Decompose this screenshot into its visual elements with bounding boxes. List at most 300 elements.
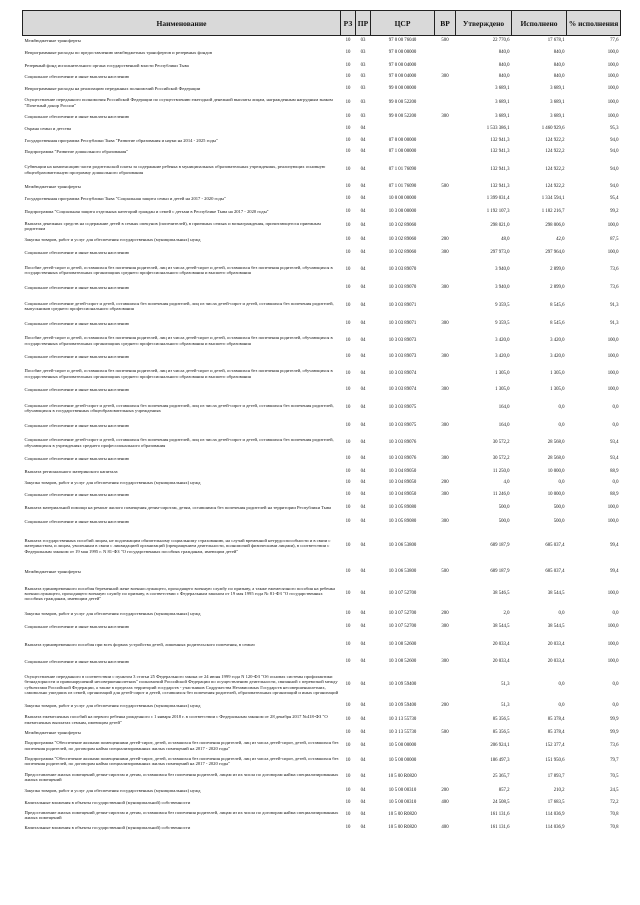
cell-vr	[435, 84, 456, 95]
cell-executed: 0,0	[558, 611, 565, 617]
cell-name: Социальное обеспечение и иные выплаты населению	[24, 456, 130, 462]
cell-name: Социальное обеспечение и иные выплаты населению	[24, 249, 130, 255]
cell-executed: 685 037,4	[545, 543, 565, 549]
cell-csr: 99 0 00 00000	[388, 86, 417, 92]
cell-percent: 100,0	[607, 370, 619, 376]
cell-pr: 04	[360, 742, 366, 748]
cell-executed: 124 922,2	[545, 184, 565, 190]
cell-approved: 3 689,1	[495, 113, 510, 119]
cell-vr	[435, 95, 456, 111]
cell-executed: 2 899,0	[550, 267, 565, 273]
cell-pr: 04	[360, 456, 366, 462]
cell-pr: 04	[360, 716, 366, 722]
cell-rz: 10	[345, 337, 351, 343]
cell-vr: 400	[441, 824, 449, 830]
cell-rz: 10	[345, 590, 351, 596]
cell-vr	[435, 770, 456, 785]
cell-executed: 0,0	[558, 405, 565, 411]
cell-csr: 10 3 04 89050	[388, 480, 417, 486]
cell-pr: 04	[360, 354, 366, 360]
cell-name: Охрана семьи и детства	[24, 125, 72, 131]
cell-percent: 100,0	[607, 223, 619, 229]
cell-vr: 300	[441, 624, 449, 630]
cell-executed: 124 922,2	[545, 149, 565, 155]
cell-rz: 10	[345, 624, 351, 630]
table-row	[23, 656, 621, 669]
cell-rz: 10	[345, 519, 351, 525]
cell-percent: 95,4	[610, 195, 619, 201]
cell-approved: 164,0	[498, 405, 510, 411]
cell-rz: 10	[345, 38, 351, 44]
cell-pr: 04	[360, 237, 366, 243]
cell-rz: 10	[345, 716, 351, 722]
cell-approved: 132 941,3	[490, 137, 510, 143]
cell-name: Капитальные вложения в объекты государственной (муниципальной) собственности	[24, 824, 191, 830]
cell-csr: 10 3 05 89080	[388, 519, 417, 525]
cell-percent: 0,0	[612, 611, 619, 617]
cell-rz: 10	[345, 99, 351, 105]
cell-approved: 30 572,2	[492, 456, 510, 462]
cell-name: Выплата регионального материнского капитала	[24, 468, 118, 474]
cell-name: Субвенции на компенсацию части родительской платы за содержание ребенка в муниципальных образовательных учреждениях, реализующих основную общеобразовательную программу дошкольного образования	[24, 164, 326, 175]
cell-executed: 1 334 594,1	[541, 195, 565, 201]
cell-csr: 10 3 08 52600	[388, 659, 417, 665]
cell-approved: 840,0	[498, 62, 510, 68]
cell-vr: 200	[441, 703, 449, 709]
cell-vr	[435, 158, 456, 182]
cell-name: Социальное обеспечение и иные выплаты населению	[24, 519, 130, 525]
cell-name: Осуществление переданного в соответствии с пунктом 3 статьи 25 Федерального закона от 24 июня 1999 года N 120-ФЗ "Об основах системы профилактики безнадзорности и правонарушений несовершеннолетних" полномочий Российской Федерации по осуществлению деятельности, связанной с перевозкой между субъектами Российской Федерации, а также в пределах территорий государств - участников Содружества Независимых Государств несовершеннолетних, самовольно ушедших из семей, организаций для детей-сирот и детей, оставшихся без попечения родителей, образовательных организаций и иных организаций	[24, 674, 339, 695]
cell-rz: 10	[345, 166, 351, 172]
cell-approved: 132 941,3	[490, 166, 510, 172]
cell-vr	[435, 219, 456, 234]
header-csr: ЦСР	[371, 11, 435, 36]
budget-table	[22, 10, 621, 834]
cell-approved: 3 940,0	[495, 267, 510, 273]
cell-csr: 10 3 04 89050	[388, 468, 417, 474]
cell-csr	[371, 123, 435, 135]
table-row	[23, 331, 621, 351]
cell-rz: 10	[345, 137, 351, 143]
cell-csr: 10 3 03 89076	[388, 439, 417, 445]
cell-vr: 200	[441, 480, 449, 486]
cell-pr: 04	[360, 758, 366, 764]
table-row	[23, 634, 621, 656]
cell-csr: 10 5 00 00310	[388, 799, 417, 805]
cell-csr: 10 5 00 00000	[388, 742, 417, 748]
cell-pr: 04	[360, 125, 366, 131]
cell-csr: 10 3 03 89074	[388, 387, 417, 393]
cell-rz: 10	[345, 480, 351, 486]
cell-approved: 1 192 107,3	[486, 208, 510, 214]
cell-approved: 132 941,3	[490, 184, 510, 190]
cell-approved: 186 497,3	[490, 758, 510, 764]
cell-approved: 3 689,1	[495, 86, 510, 92]
cell-executed: 0,0	[558, 423, 565, 429]
cell-rz: 10	[345, 439, 351, 445]
table-row	[23, 516, 621, 529]
table-row	[23, 282, 621, 295]
cell-csr: 99 0 00 52200	[388, 99, 417, 105]
cell-pr: 04	[360, 285, 366, 291]
cell-rz: 10	[345, 659, 351, 665]
cell-name: Социальное обеспечение детей-сирот и детей, оставшихся без попечения родителей, лиц из числа детей-сирот и детей, оставшихся без попечения родителей, обучающихся в государственных общеобразовательных учреждениях	[24, 402, 334, 413]
cell-rz: 10	[345, 681, 351, 687]
cell-rz: 10	[345, 468, 351, 474]
cell-pr: 03	[360, 86, 366, 92]
cell-executed: 0,0	[558, 681, 565, 687]
table-row	[23, 95, 621, 111]
cell-name: Подпрограмма "Развитие дошкольного образования"	[24, 149, 128, 155]
cell-rz: 10	[345, 267, 351, 273]
cell-pr: 04	[360, 624, 366, 630]
header-executed: Исполнено	[512, 11, 567, 36]
cell-vr: 300	[441, 285, 449, 291]
cell-approved: 1 305,0	[495, 370, 510, 376]
cell-approved: 24 508,5	[492, 799, 510, 805]
cell-pr: 04	[360, 137, 366, 143]
cell-percent: 100,0	[607, 354, 619, 360]
cell-approved: 9 359,5	[495, 303, 510, 309]
cell-pr: 04	[360, 303, 366, 309]
cell-percent: 87,5	[610, 237, 619, 243]
cell-name: Социальное обеспечение и иные выплаты населению	[24, 285, 130, 291]
cell-approved: 298 021,0	[490, 223, 510, 229]
cell-rz: 10	[345, 184, 351, 190]
cell-pr: 04	[360, 730, 366, 736]
cell-vr	[435, 259, 456, 282]
table-row	[23, 182, 621, 193]
cell-executed: 10 000,0	[547, 491, 565, 497]
table-row	[23, 608, 621, 621]
cell-rz: 10	[345, 812, 351, 818]
cell-rz: 10	[345, 505, 351, 511]
cell-rz: 10	[345, 742, 351, 748]
cell-name: Закупка товаров, работ и услуг для обеспечения государственных (муниципальных) нужд	[24, 611, 201, 617]
table-row	[23, 247, 621, 259]
table-row	[23, 384, 621, 397]
cell-pr: 04	[360, 439, 366, 445]
header-name: Наименование	[23, 11, 341, 36]
cell-name: Закупка товаров, работ и услуг для обеспечения государственных (муниципальных) нужд	[24, 480, 201, 486]
cell-executed: 38 544,5	[547, 624, 565, 630]
cell-approved: 161 131,6	[490, 824, 510, 830]
cell-pr: 04	[360, 321, 366, 327]
cell-vr: 500	[441, 730, 449, 736]
cell-executed: 1 460 929,6	[541, 125, 565, 131]
cell-csr: 10 3 03 89070	[388, 285, 417, 291]
cell-executed: 840,0	[553, 62, 565, 68]
cell-pr: 04	[360, 370, 366, 376]
cell-vr: 300	[441, 423, 449, 429]
cell-csr: 10 3 03 89075	[388, 423, 417, 429]
cell-pr: 04	[360, 468, 366, 474]
table-row	[23, 147, 621, 158]
cell-approved: 840,0	[498, 74, 510, 80]
cell-csr: 10 3 06 53800	[388, 568, 417, 574]
cell-percent: 88,9	[610, 468, 619, 474]
cell-csr: 99 0 00 52200	[388, 113, 417, 119]
table-row	[23, 489, 621, 501]
cell-approved: 48,0	[501, 237, 510, 243]
cell-percent: 72,2	[610, 799, 619, 805]
cell-vr: 300	[441, 354, 449, 360]
cell-percent: 99,4	[610, 543, 619, 549]
cell-percent: 73,6	[610, 742, 619, 748]
cell-percent: 100,0	[607, 50, 619, 56]
cell-name: Подпрограмма "Обеспечение жилыми помещениями детей-сирот, детей, оставшихся без попечения родителей, лиц из числа детей-сирот, детей, оставшихся без попечения родителей, по договорам найма специализированных жилых помещений на 2017 - 2020 годы"	[24, 755, 339, 766]
cell-csr: 10 3 03 89071	[388, 321, 417, 327]
cell-name: Межбюджетные трансферты	[24, 184, 81, 190]
table-row	[23, 712, 621, 728]
cell-csr: 10 3 04 89050	[388, 491, 417, 497]
cell-name: Пособие детей-сирот и детей, оставшихся без попечения родителей, лиц из числа детей-сирот и детей, оставшихся без попечения родителей, обучающихся в государственных образовательных организациях среднего профессионального образования и высшего образования	[24, 264, 333, 275]
cell-rz: 10	[345, 303, 351, 309]
cell-vr: 300	[441, 249, 449, 255]
cell-rz: 10	[345, 208, 351, 214]
cell-rz: 10	[345, 703, 351, 709]
cell-percent: 100,0	[607, 590, 619, 596]
cell-vr: 300	[441, 113, 449, 119]
cell-approved: 11 246,0	[492, 491, 510, 497]
table-row	[23, 770, 621, 785]
cell-rz: 10	[345, 149, 351, 155]
cell-executed: 3 689,1	[550, 99, 565, 105]
cell-percent: 24,5	[610, 787, 619, 793]
cell-pr: 04	[360, 774, 366, 780]
cell-vr: 200	[441, 237, 449, 243]
cell-approved: 689 187,9	[490, 568, 510, 574]
cell-executed: 8 545,6	[550, 303, 565, 309]
cell-percent: 91,3	[610, 303, 619, 309]
cell-approved: 25 365,7	[492, 774, 510, 780]
cell-percent: 94,0	[610, 166, 619, 172]
cell-pr: 03	[360, 74, 366, 80]
cell-csr: 10 3 07 52700	[388, 611, 417, 617]
cell-rz: 10	[345, 491, 351, 497]
cell-percent: 93,4	[610, 456, 619, 462]
cell-name: Межбюджетные трансферты	[24, 730, 81, 736]
cell-vr	[435, 46, 456, 61]
cell-percent: 79,7	[610, 758, 619, 764]
table-row	[23, 728, 621, 739]
cell-csr: 10 3 13 55730	[388, 716, 417, 722]
cell-executed: 2 899,0	[550, 285, 565, 291]
cell-vr: 500	[441, 38, 449, 44]
cell-percent: 100,0	[607, 62, 619, 68]
cell-percent: 77,6	[610, 38, 619, 44]
cell-name: Социальное обеспечение и иные выплаты населению	[24, 624, 130, 630]
cell-csr: 10 3 03 89073	[388, 337, 417, 343]
cell-pr: 03	[360, 62, 366, 68]
table-row	[23, 84, 621, 95]
cell-vr	[435, 135, 456, 147]
header-rz: РЗ	[341, 11, 356, 36]
cell-vr	[435, 669, 456, 701]
cell-name: Социальное обеспечение и иные выплаты населению	[24, 321, 130, 327]
cell-approved: 20 033,4	[492, 641, 510, 647]
cell-csr: 10 3 05 89080	[388, 505, 417, 511]
cell-percent: 73,6	[610, 267, 619, 273]
header-approved: Утверждено	[456, 11, 512, 36]
cell-pr: 04	[360, 405, 366, 411]
cell-approved: 3 689,1	[495, 99, 510, 105]
cell-csr: 07 1 01 76090	[388, 184, 417, 190]
cell-name: Закупка товаров, работ и услуг для обеспечения государственных (муниципальных) нужд	[24, 703, 201, 709]
table-row	[23, 111, 621, 123]
cell-executed: 124 922,2	[545, 166, 565, 172]
cell-rz: 10	[345, 456, 351, 462]
table-row	[23, 123, 621, 135]
table-row	[23, 529, 621, 564]
cell-executed: 0,0	[558, 480, 565, 486]
cell-percent: 94,0	[610, 149, 619, 155]
cell-rz: 10	[345, 370, 351, 376]
cell-vr	[435, 433, 456, 453]
table-row	[23, 564, 621, 580]
cell-approved: 2,0	[503, 611, 510, 617]
table-row	[23, 135, 621, 147]
cell-csr: 97 0 00 04000	[388, 62, 417, 68]
cell-pr: 04	[360, 659, 366, 665]
cell-percent: 100,0	[607, 74, 619, 80]
cell-csr: 07 1 01 76090	[388, 166, 417, 172]
cell-vr: 200	[441, 611, 449, 617]
cell-rz: 10	[345, 321, 351, 327]
cell-vr	[435, 712, 456, 728]
cell-percent: 100,0	[607, 387, 619, 393]
cell-csr: 10 5 00 00000	[388, 758, 417, 764]
table-row	[23, 71, 621, 84]
cell-csr: 10 5 00 R0820	[388, 812, 417, 818]
cell-executed: 1 305,0	[550, 387, 565, 393]
table-row	[23, 466, 621, 478]
cell-rz: 10	[345, 824, 351, 830]
cell-approved: 132 941,3	[490, 149, 510, 155]
table-row	[23, 351, 621, 364]
table-row	[23, 61, 621, 71]
cell-percent: 70,8	[610, 824, 619, 830]
cell-vr: 500	[441, 568, 449, 574]
cell-vr	[435, 739, 456, 753]
cell-rz: 10	[345, 568, 351, 574]
cell-csr: 10 3 03 89071	[388, 303, 417, 309]
cell-name: Социальное обеспечение и иные выплаты населению	[24, 491, 130, 497]
cell-percent: 100,0	[607, 99, 619, 105]
cell-executed: 114 036,9	[545, 824, 565, 830]
cell-approved: 1 305,0	[495, 387, 510, 393]
cell-executed: 17 893,7	[547, 774, 565, 780]
cell-name: Выплата государственных пособий лицам, не подлежащим обязательному социальному страхованию, на случай временной нетрудоспособности и в связи с материнством, и лицам, уволенным в связи с ликвидацией организаций (прекращением деятельности, полномочий физическими лицами), в соответствии с Федеральным законом от 19 мая 1995 г. N 81-ФЗ "О государственных пособиях гражданам, имеющим детей"	[24, 538, 331, 554]
cell-percent: 73,6	[610, 285, 619, 291]
cell-pr: 04	[360, 812, 366, 818]
cell-name: Социальное обеспечение и иные выплаты населению	[24, 74, 130, 80]
cell-pr: 04	[360, 611, 366, 617]
table-row	[23, 580, 621, 608]
cell-executed: 17 678,1	[547, 38, 565, 44]
cell-name: Социальное обеспечение детей-сирот и детей, оставшихся без попечения родителей, лиц из числа детей-сирот и детей, оставшихся без попечения родителей, обучающихся в учреждениях среднего профессионального образования	[24, 437, 334, 448]
cell-csr: 07 0 00 00000	[388, 137, 417, 143]
cell-approved: 85 356,5	[492, 730, 510, 736]
cell-percent: 0,0	[612, 703, 619, 709]
cell-name: Предоставление жилых помещений детям-сиротам и детям, оставшимся без попечения родителей, лицам из их числа по договорам найма специализированных жилых помещений	[24, 809, 339, 820]
cell-approved: 22 770,6	[492, 38, 510, 44]
cell-approved: 20 033,4	[492, 659, 510, 665]
cell-name: Пособие детей-сирот и детей, оставшихся без попечения родителей, лиц из числа детей-сирот и детей, оставшихся без попечения родителей, обучающихся в государственных образовательных организациях среднего профессионального образования и высшего образования	[24, 368, 333, 379]
table-row	[23, 36, 621, 46]
cell-rz: 10	[345, 86, 351, 92]
cell-csr: 10 5 00 R0820	[388, 774, 417, 780]
cell-csr: 10 3 03 89070	[388, 267, 417, 273]
cell-percent: 94,0	[610, 137, 619, 143]
table-row	[23, 259, 621, 282]
cell-vr	[435, 809, 456, 822]
cell-pr: 03	[360, 99, 366, 105]
cell-executed: 10 000,0	[547, 468, 565, 474]
cell-vr	[435, 61, 456, 71]
cell-vr: 300	[441, 519, 449, 525]
cell-csr: 10 3 02 89060	[388, 223, 417, 229]
cell-pr: 04	[360, 208, 366, 214]
cell-name: Подпрограмма "Обеспечение жилыми помещениями детей-сирот, детей, оставшихся без попечения родителей, лиц из числа детей-сирот, детей, оставшихся без попечения родителей, по договорам найма специализированных жилых помещений на 2017 - 2020 годы"	[24, 740, 339, 751]
cell-percent: 93,4	[610, 439, 619, 445]
cell-name: Социальное обеспечение и иные выплаты населению	[24, 423, 130, 429]
cell-rz: 10	[345, 387, 351, 393]
table-body	[23, 36, 621, 834]
table-row	[23, 621, 621, 634]
cell-vr	[435, 331, 456, 351]
cell-csr: 10 3 07 52700	[388, 590, 417, 596]
cell-executed: 28 568,0	[547, 439, 565, 445]
cell-name: Социальное обеспечение и иные выплаты населению	[24, 354, 130, 360]
cell-name: Государственная программа Республики Тыва "Социальная защита семьи и детей на 2017 - 2020 годы"	[24, 195, 226, 201]
table-row	[23, 822, 621, 834]
cell-executed: 210,2	[553, 787, 565, 793]
cell-executed: 85 378,4	[547, 730, 565, 736]
cell-name: Социальное обеспечение детей-сирот и детей, оставшихся без попечения родителей, лиц из числа детей-сирот и детей, оставшихся без попечения родителей, выпускников среднего профессионального образования	[24, 300, 334, 311]
cell-pr: 03	[360, 113, 366, 119]
cell-csr: 10 3 02 89060	[388, 249, 417, 255]
cell-approved: 38 546,5	[492, 590, 510, 596]
cell-vr: 400	[441, 799, 449, 805]
cell-approved: 51,3	[501, 703, 510, 709]
cell-csr: 10 3 03 89073	[388, 354, 417, 360]
cell-name: Социальное обеспечение и иные выплаты населению	[24, 113, 130, 119]
cell-percent: 100,0	[607, 505, 619, 511]
cell-executed: 840,0	[553, 50, 565, 56]
cell-pr: 04	[360, 166, 366, 172]
cell-percent: 100,0	[607, 659, 619, 665]
cell-rz: 10	[345, 113, 351, 119]
cell-pr: 04	[360, 184, 366, 190]
cell-rz: 10	[345, 237, 351, 243]
cell-executed: 8 545,6	[550, 321, 565, 327]
cell-rz: 10	[345, 543, 351, 549]
cell-percent: 0,0	[612, 423, 619, 429]
table-row	[23, 797, 621, 809]
cell-executed: 840,0	[553, 74, 565, 80]
cell-rz: 10	[345, 787, 351, 793]
cell-percent: 99,2	[610, 208, 619, 214]
cell-vr	[435, 580, 456, 608]
cell-name: Капитальные вложения в объекты государственной (муниципальной) собственности	[24, 799, 191, 805]
cell-name: Подпрограмма "Социальная защита отдельных категорий граждан и семей с детьми в Республике Тыва на 2017 - 2020 годы"	[24, 208, 269, 214]
cell-executed: 500,0	[553, 505, 565, 511]
cell-rz: 10	[345, 50, 351, 56]
cell-percent: 70,8	[610, 812, 619, 818]
table-row	[23, 433, 621, 453]
cell-vr	[435, 123, 456, 135]
